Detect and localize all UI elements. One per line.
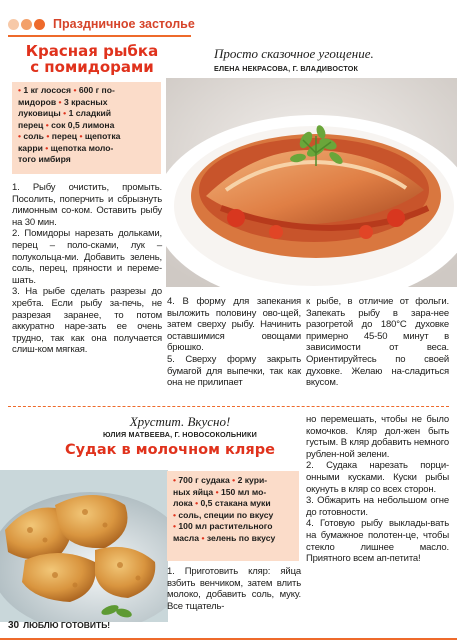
recipe1-title-line1: Красная рыбка — [25, 42, 159, 60]
magazine-name: ЛЮБЛЮ ГОТОВИТЬ! — [23, 620, 111, 630]
recipe-step: 2. Помидоры нарезать дольками, перец – поло-сками, лук – полукольца-ми. Добавить зелень, соль, перец, пряности и переме-шать. — [12, 228, 162, 286]
section-header — [8, 14, 195, 34]
ingredient: зелень по вкусу — [206, 532, 276, 543]
recipe-step: 1. Рыбу очистить, промыть. Посолить, поперчить и сбрызнуть лимонным со-ком. Оставить рыбу на 30 мин. — [12, 182, 162, 228]
recipe2-quote: Хрустит. Вкусно! — [129, 414, 231, 429]
ingredient: ных яйца — [173, 486, 214, 497]
ingredient: 600 г по- — [78, 85, 115, 95]
recipe-step: 3. На рыбе сделать разрезы до хребта. Если рыбу за-печь, не разрезая заранее, то потом аккуратно наре-зать ее очень трудно, так как она получается слиш-ком мягкая. — [12, 286, 162, 356]
header-rule — [8, 35, 191, 37]
fried-fish-photo — [0, 470, 168, 622]
ingredient: карри — [18, 142, 43, 153]
ingredient: лока — [173, 498, 193, 509]
recipe-step: к рыбе, в отличие от фольги. Запекать рыбу в зара-нее разогретой до 180°C духовке примерно 45-50 минут в зависимости от веса. Ориентируйтесь по своей духовке. Желаю на-сладиться вкусом. — [306, 296, 449, 389]
recipe-step: 4. В форму для запекания выложить половину ово-щей, затем сверху рыбу. Начинить оставшимися овощами брюшко. — [167, 296, 301, 354]
ingredient: того имбиря — [18, 154, 71, 164]
recipe1-quote: Просто сказочное угощение. — [214, 46, 374, 61]
baked-salmon-photo — [166, 78, 457, 287]
decor-dot-icon — [21, 19, 32, 30]
fried-fish-illustration — [0, 470, 168, 622]
ingredient: соль — [23, 131, 44, 141]
ingredient: щепотка — [84, 131, 121, 141]
ingredient: масла — [173, 532, 200, 543]
recipe2-steps-col2 — [167, 566, 301, 612]
ingredient: перец — [51, 131, 78, 141]
ingredient: 2 кури- — [237, 475, 268, 485]
recipe1-steps-col3 — [306, 296, 449, 389]
recipe-step: 3. Обжарить на небольшом огне до готовности. — [306, 495, 449, 518]
ingredient: щепотка моло- — [50, 142, 114, 153]
recipe2-author: ЮЛИЯ МАТВЕЕВА, Г. НОВОСОКОЛЬНИКИ — [103, 430, 257, 439]
recipe-step: 5. Сверху форму закрыть бумагой для выпечки, так как она не прилипает — [167, 353, 301, 389]
section-divider — [8, 406, 449, 407]
recipe2-title: Судак в молочном кляре — [65, 442, 275, 458]
ingredient: луковицы — [18, 108, 61, 118]
ingredient: перец — [18, 119, 44, 130]
ingredient: 0,5 стакана муки — [200, 498, 271, 509]
ingredient: 1 кг лосося — [23, 85, 72, 95]
recipe1-steps-col1 — [12, 182, 162, 356]
recipe-step: но перемешать, чтобы не было комочков. Кляр дол-жен быть густым. В кляр добавить немного рублен-ной зелени. — [306, 414, 449, 460]
ingredient: 700 г судака — [178, 475, 230, 485]
ingredient: 100 мл растительного — [178, 521, 273, 532]
recipe1-author: ЕЛЕНА НЕКРАСОВА, Г. ВЛАДИВОСТОК — [214, 64, 359, 73]
ingredient: мидоров — [18, 96, 57, 107]
recipe1-steps-col2 — [167, 296, 301, 389]
page-footer — [8, 620, 110, 631]
decor-dot-icon — [8, 19, 19, 30]
recipe-step: 4. Готовую рыбу выклады-вать на бумажное полотен-це, чтобы стекло лишнее масло. Приятного всем ап-петита! — [306, 518, 449, 565]
recipe2-ingredients: • 700 г судака • 2 кури- ных яйца • 150 мл мо- лока • 0,5 стакана муки • соль, специи по вкусу • 100 мл растительного масла • зелень по вкусу — [167, 471, 299, 561]
recipe1-title-line2: с помидорами — [30, 58, 154, 76]
section-title: Праздничное застолье — [53, 17, 195, 31]
ingredient: соль, специи по вкусу — [178, 509, 274, 520]
recipe2-steps-col3 — [306, 414, 449, 565]
ingredient: сок 0,5 лимона — [51, 119, 115, 130]
recipe-step: 1. Приготовить кляр: яйца взбить венчиком, затем влить молоко, добавить соль, муку. Все тщатель- — [167, 566, 301, 612]
recipe-step: 2. Судака нарезать порци-онными кусками. Куски рыбы окунуть в кляр со всех сторон. — [306, 460, 449, 495]
ingredient: 3 красных — [63, 96, 108, 107]
page-number: 30 — [8, 620, 20, 631]
recipe1-ingredients: • 1 кг лосося • 600 г по- мидоров • 3 красных луковицы • 1 сладкий перец • сок 0,5 лимона • соль • перец • щепотка карри • щепотка моло- того имбиря — [12, 82, 161, 174]
baked-salmon-illustration — [166, 78, 457, 287]
recipe1-title — [12, 43, 172, 75]
ingredient: 150 мл мо- — [220, 486, 267, 497]
ingredient: 1 сладкий — [68, 108, 112, 118]
decor-dot-icon — [34, 19, 45, 30]
